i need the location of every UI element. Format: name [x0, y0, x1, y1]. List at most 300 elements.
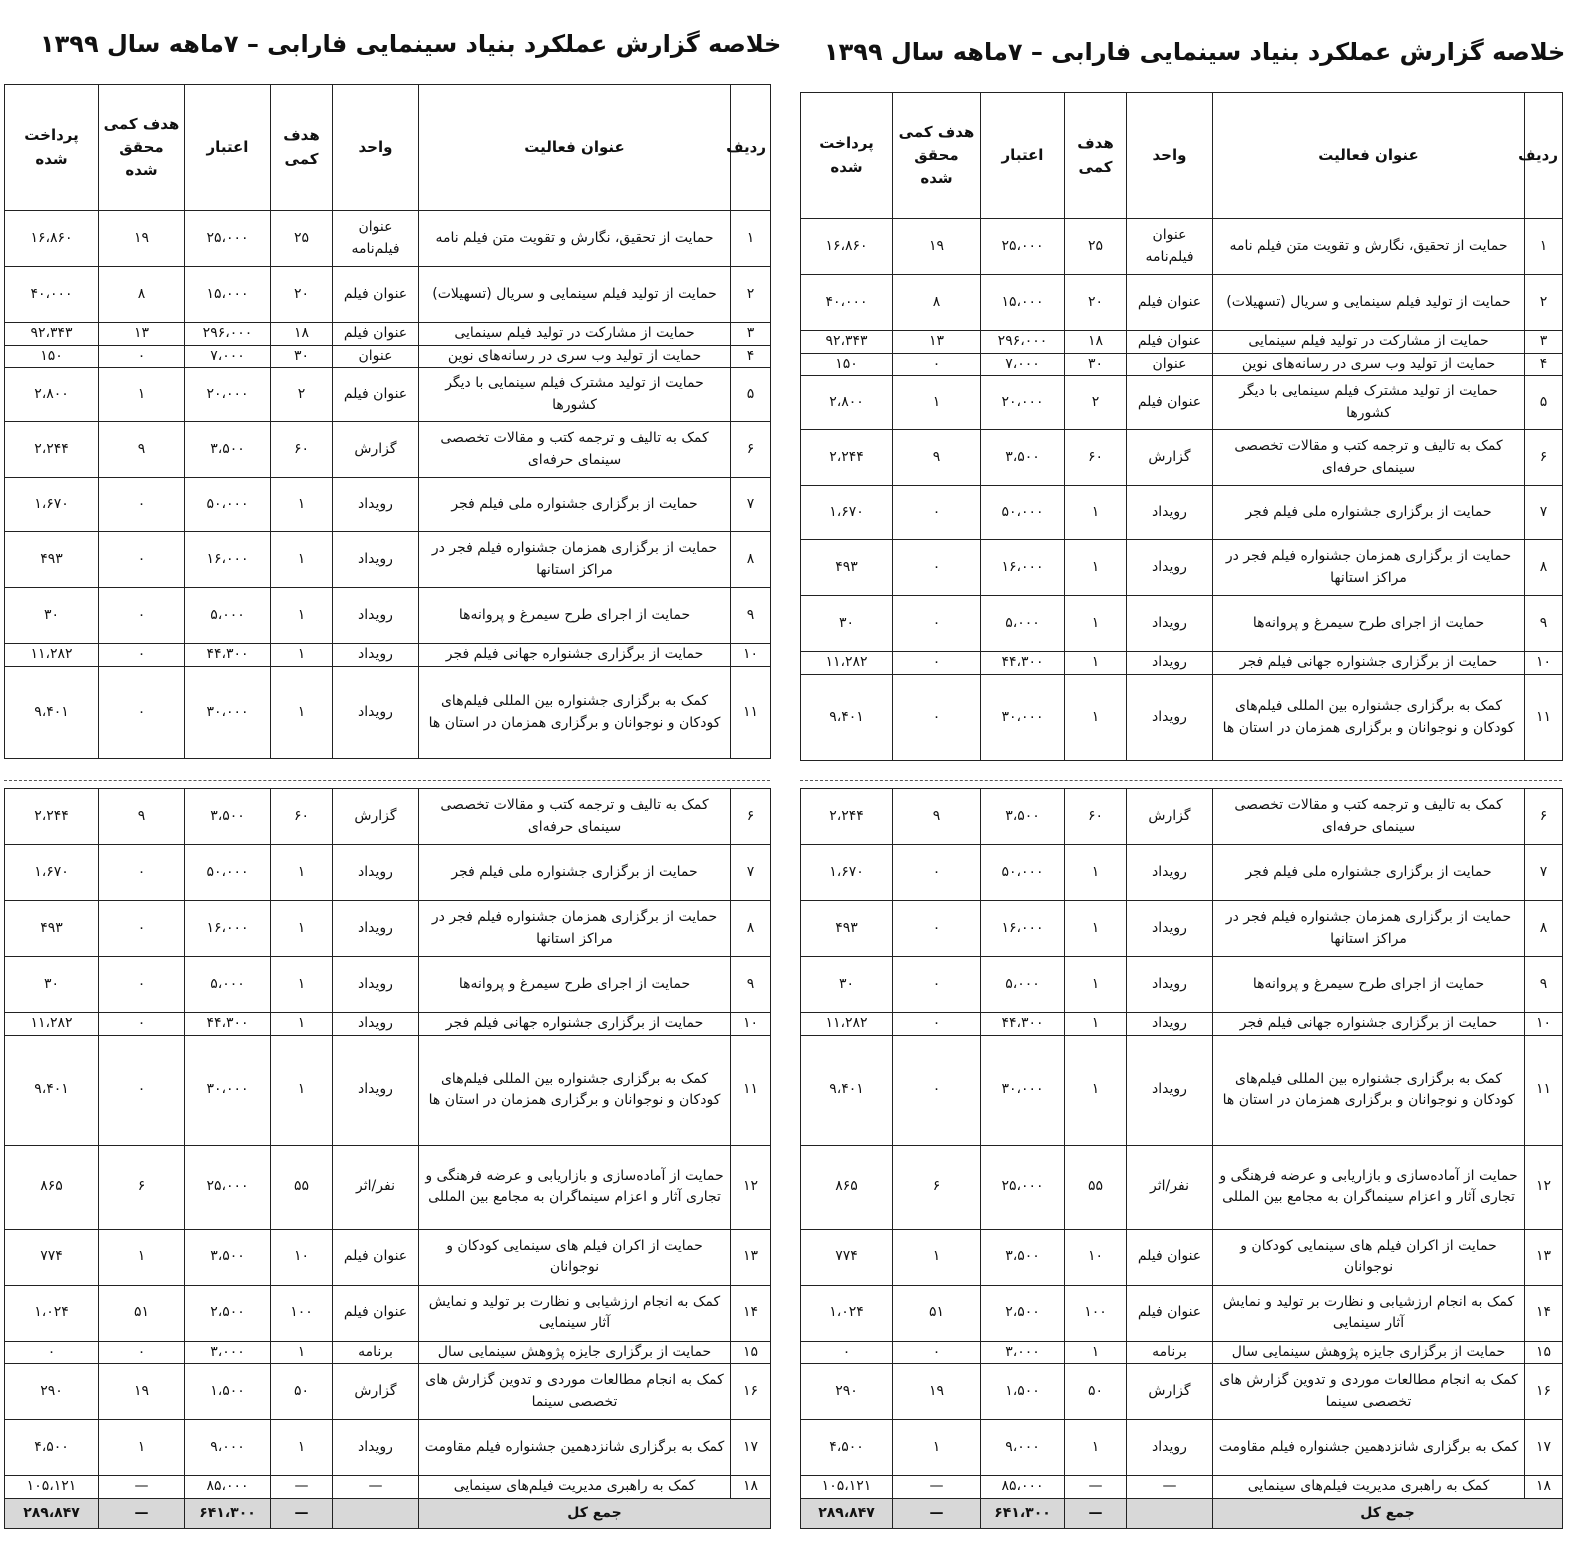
- cell-radif: ۵: [1525, 376, 1563, 430]
- table-row: [801, 486, 1563, 540]
- cell-vahed: عنوان فیلم‌نامه: [1127, 219, 1213, 275]
- cell-etebar: ۵۰،۰۰۰: [981, 486, 1065, 540]
- total-etebar: ۶۴۱،۳۰۰: [185, 1499, 271, 1529]
- total-pardakht: ۲۸۹،۸۴۷: [5, 1499, 99, 1529]
- cell-vahed: نفر/اثر: [1127, 1145, 1213, 1229]
- cell-etebar: ۲۵،۰۰۰: [185, 211, 271, 267]
- cell-hadaf: ۶۰: [1065, 789, 1127, 845]
- cell-hadaf: ۱: [1065, 1341, 1127, 1364]
- cell-vahed: گزارش: [333, 1364, 419, 1420]
- cell-radif: ۱۸: [731, 1476, 771, 1499]
- cell-onvan: حمایت از برگزاری جشنواره جهانی فیلم فجر: [419, 1013, 731, 1036]
- cell-onvan: حمایت از تولید مشترک فیلم سینمایی با دیگر کشورها: [419, 368, 731, 422]
- cell-vahed: گزارش: [1127, 430, 1213, 486]
- cell-onvan: حمایت از آماده‌سازی و بازاریابی و عرضه فرهنگی و تجاری آثار و اعزام سینماگران به مجامع بین المللی: [419, 1145, 731, 1229]
- cell-vahed: عنوان فیلم: [333, 368, 419, 422]
- table-row: [801, 331, 1563, 354]
- cell-hadaf: ۱: [1065, 652, 1127, 675]
- cell-mohaghegh: ۹: [99, 789, 185, 845]
- table-row: [801, 275, 1563, 331]
- cell-vahed: عنوان فیلم: [333, 1285, 419, 1341]
- header-mohaghegh: هدف کمی محقق شده: [893, 93, 981, 219]
- cell-pardakht: ۴۹۳: [801, 540, 893, 596]
- cell-mohaghegh: ۰: [99, 901, 185, 957]
- cell-radif: ۱۴: [1525, 1285, 1563, 1341]
- cell-pardakht: ۸۶۵: [5, 1145, 99, 1229]
- cell-pardakht: ۲،۸۰۰: [5, 368, 99, 422]
- cell-pardakht: ۴،۵۰۰: [801, 1420, 893, 1476]
- table-row: [5, 789, 771, 845]
- cell-pardakht: ۷۷۴: [801, 1229, 893, 1285]
- table-row: [5, 323, 771, 346]
- total-hadaf: —: [1065, 1499, 1127, 1529]
- cell-hadaf: ۱: [271, 1013, 333, 1036]
- cell-pardakht: ۱،۶۷۰: [801, 845, 893, 901]
- cell-radif: ۹: [1525, 957, 1563, 1013]
- table-body: [5, 211, 771, 759]
- cell-radif: ۱۶: [1525, 1364, 1563, 1420]
- cell-radif: ۸: [731, 901, 771, 957]
- cell-vahed: رویداد: [1127, 901, 1213, 957]
- cell-pardakht: ۹۲،۳۴۳: [801, 331, 893, 354]
- cell-mohaghegh: ۹: [893, 430, 981, 486]
- table-row: [5, 478, 771, 532]
- cell-mohaghegh: ۱۹: [99, 1364, 185, 1420]
- cell-radif: ۱۱: [731, 667, 771, 759]
- cell-onvan: حمایت از برگزاری جشنواره ملی فیلم فجر: [419, 845, 731, 901]
- cell-vahed: رویداد: [1127, 652, 1213, 675]
- cell-mohaghegh: ۰: [893, 845, 981, 901]
- cell-onvan: حمایت از برگزاری همزمان جشنواره فیلم فجر در مراکز استانها: [419, 901, 731, 957]
- header-onvan: عنوان فعالیت: [1213, 93, 1525, 219]
- cell-vahed: رویداد: [1127, 540, 1213, 596]
- cell-hadaf: ۵۵: [1065, 1145, 1127, 1229]
- table-row: [801, 675, 1563, 761]
- header-pardakht: پرداخت شده: [801, 93, 893, 219]
- header-mohaghegh: هدف کمی محقق شده: [99, 85, 185, 211]
- cell-vahed: —: [333, 1476, 419, 1499]
- cell-radif: ۱۰: [731, 1013, 771, 1036]
- header-radif: ردیف: [731, 85, 771, 211]
- cell-pardakht: ۱۱،۲۸۲: [5, 1013, 99, 1036]
- total-mohaghegh: —: [99, 1499, 185, 1529]
- cell-hadaf: ۲: [1065, 376, 1127, 430]
- table-row: [5, 644, 771, 667]
- total-mohaghegh: —: [893, 1499, 981, 1529]
- cell-onvan: حمایت از اجرای طرح سیمرغ و پروانه‌ها: [419, 957, 731, 1013]
- cell-radif: ۷: [1525, 486, 1563, 540]
- cell-pardakht: ۲،۸۰۰: [801, 376, 893, 430]
- cell-pardakht: ۱۰۵،۱۲۱: [5, 1476, 99, 1499]
- table-row: [5, 1341, 771, 1364]
- table-row: [5, 1229, 771, 1285]
- cell-vahed: عنوان فیلم: [1127, 376, 1213, 430]
- cell-etebar: ۲۰،۰۰۰: [185, 368, 271, 422]
- cell-etebar: ۱۵،۰۰۰: [981, 275, 1065, 331]
- cell-vahed: رویداد: [333, 845, 419, 901]
- cell-hadaf: ۵۰: [271, 1364, 333, 1420]
- total-hadaf: —: [271, 1499, 333, 1529]
- cell-pardakht: ۱۱،۲۸۲: [801, 652, 893, 675]
- cell-radif: ۶: [1525, 430, 1563, 486]
- cell-hadaf: ۶۰: [1065, 430, 1127, 486]
- cell-etebar: ۱۶،۰۰۰: [185, 532, 271, 588]
- cell-onvan: حمایت از آماده‌سازی و بازاریابی و عرضه فرهنگی و تجاری آثار و اعزام سینماگران به مجامع بین المللی: [1213, 1145, 1525, 1229]
- cell-hadaf: ۱: [1065, 1420, 1127, 1476]
- cell-etebar: ۴۴،۳۰۰: [981, 652, 1065, 675]
- cell-vahed: عنوان فیلم: [1127, 1285, 1213, 1341]
- cell-mohaghegh: ۹: [99, 422, 185, 478]
- cell-pardakht: ۷۷۴: [5, 1229, 99, 1285]
- cell-vahed: عنوان فیلم‌نامه: [333, 211, 419, 267]
- cell-etebar: ۷،۰۰۰: [981, 353, 1065, 376]
- cell-radif: ۷: [731, 845, 771, 901]
- cell-onvan: حمایت از برگزاری جایزه پژوهش سینمایی سال: [1213, 1341, 1525, 1364]
- cell-pardakht: ۴۰،۰۰۰: [801, 275, 893, 331]
- header-radif: ردیف: [1525, 93, 1563, 219]
- cell-mohaghegh: ۸: [99, 267, 185, 323]
- cell-etebar: ۲۵،۰۰۰: [981, 1145, 1065, 1229]
- cell-radif: ۲: [1525, 275, 1563, 331]
- cell-etebar: ۱۶،۰۰۰: [981, 540, 1065, 596]
- cell-etebar: ۳،۵۰۰: [185, 789, 271, 845]
- cell-pardakht: ۱،۰۲۴: [801, 1285, 893, 1341]
- table-row: [801, 1229, 1563, 1285]
- cell-etebar: ۳،۵۰۰: [981, 1229, 1065, 1285]
- cell-radif: ۴: [1525, 353, 1563, 376]
- table-row: [5, 1013, 771, 1036]
- cell-mohaghegh: —: [893, 1476, 981, 1499]
- cell-etebar: ۸۵،۰۰۰: [981, 1476, 1065, 1499]
- cell-etebar: ۵،۰۰۰: [185, 588, 271, 644]
- cell-vahed: عنوان فیلم: [333, 1229, 419, 1285]
- table-row: [801, 1035, 1563, 1145]
- table-row: [5, 588, 771, 644]
- cell-radif: ۱۱: [1525, 675, 1563, 761]
- table-row: [5, 1285, 771, 1341]
- cell-vahed: رویداد: [1127, 1420, 1213, 1476]
- table-row: [5, 532, 771, 588]
- table-body: [801, 219, 1563, 761]
- cell-vahed: عنوان فیلم: [1127, 1229, 1213, 1285]
- cell-vahed: عنوان: [333, 345, 419, 368]
- cell-hadaf: ۱: [271, 957, 333, 1013]
- cell-hadaf: ۱۰۰: [1065, 1285, 1127, 1341]
- cell-mohaghegh: ۰: [99, 1013, 185, 1036]
- cell-hadaf: ۱: [271, 845, 333, 901]
- report-table-top: [4, 84, 771, 759]
- cell-vahed: عنوان فیلم: [1127, 275, 1213, 331]
- cell-radif: ۱۸: [1525, 1476, 1563, 1499]
- cell-etebar: ۹،۰۰۰: [185, 1420, 271, 1476]
- cell-pardakht: ۴۹۳: [5, 901, 99, 957]
- cell-hadaf: ۱: [271, 901, 333, 957]
- cell-radif: ۳: [1525, 331, 1563, 354]
- total-label: جمع کل: [419, 1499, 771, 1529]
- cell-radif: ۲: [731, 267, 771, 323]
- table-row: [5, 368, 771, 422]
- cell-pardakht: ۲،۲۴۴: [5, 422, 99, 478]
- table-row: [5, 267, 771, 323]
- cell-vahed: نفر/اثر: [333, 1145, 419, 1229]
- cell-etebar: ۳،۰۰۰: [185, 1341, 271, 1364]
- cell-pardakht: ۹۲،۳۴۳: [5, 323, 99, 346]
- cell-pardakht: ۱،۰۲۴: [5, 1285, 99, 1341]
- cell-onvan: حمایت از تحقیق، نگارش و تقویت متن فیلم نامه: [1213, 219, 1525, 275]
- table-row: [801, 430, 1563, 486]
- cell-etebar: ۱۶،۰۰۰: [981, 901, 1065, 957]
- cell-mohaghegh: ۶: [893, 1145, 981, 1229]
- table-row: [801, 1364, 1563, 1420]
- cell-onvan: حمایت از اجرای طرح سیمرغ و پروانه‌ها: [419, 588, 731, 644]
- header-pardakht: پرداخت شده: [5, 85, 99, 211]
- cell-etebar: ۵،۰۰۰: [981, 957, 1065, 1013]
- cell-onvan: حمایت از برگزاری جشنواره ملی فیلم فجر: [1213, 845, 1525, 901]
- cell-radif: ۴: [731, 345, 771, 368]
- table-row: [801, 901, 1563, 957]
- table-row: [5, 1364, 771, 1420]
- cell-vahed: عنوان فیلم: [1127, 331, 1213, 354]
- cell-radif: ۱۲: [1525, 1145, 1563, 1229]
- table-row: [5, 667, 771, 759]
- cell-etebar: ۱،۵۰۰: [185, 1364, 271, 1420]
- cell-onvan: کمک به تالیف و ترجمه کتب و مقالات تخصصی سینمای حرفه‌ای: [419, 422, 731, 478]
- cell-hadaf: —: [1065, 1476, 1127, 1499]
- cell-mohaghegh: ۰: [99, 1035, 185, 1145]
- cell-hadaf: ۱: [271, 1035, 333, 1145]
- table-row: [5, 1476, 771, 1499]
- cell-mohaghegh: ۰: [893, 1013, 981, 1036]
- cell-mohaghegh: ۱۹: [893, 219, 981, 275]
- cell-onvan: کمک به برگزاری جشنواره بین المللی فیلم‌های کودکان و نوجوانان و برگزاری همزمان در استان ها: [419, 1035, 731, 1145]
- cell-hadaf: ۶۰: [271, 789, 333, 845]
- cell-pardakht: ۳۰: [5, 588, 99, 644]
- cell-onvan: حمایت از برگزاری همزمان جشنواره فیلم فجر در مراکز استانها: [1213, 901, 1525, 957]
- cell-pardakht: ۲۹۰: [801, 1364, 893, 1420]
- cell-mohaghegh: ۰: [99, 667, 185, 759]
- table-row: [801, 376, 1563, 430]
- cell-vahed: رویداد: [333, 1035, 419, 1145]
- cell-etebar: ۲۵،۰۰۰: [981, 219, 1065, 275]
- total-row: [801, 1499, 1563, 1529]
- cell-onvan: حمایت از تولید وب سری در رسانه‌های نوین: [1213, 353, 1525, 376]
- cell-vahed: رویداد: [1127, 1013, 1213, 1036]
- cell-vahed: رویداد: [333, 667, 419, 759]
- cell-pardakht: ۴۹۳: [801, 901, 893, 957]
- cell-etebar: ۳۰،۰۰۰: [981, 675, 1065, 761]
- cell-etebar: ۹،۰۰۰: [981, 1420, 1065, 1476]
- table-row: [801, 789, 1563, 845]
- cell-radif: ۸: [1525, 901, 1563, 957]
- cell-hadaf: ۱: [1065, 901, 1127, 957]
- table-row: [801, 1476, 1563, 1499]
- report-table-bottom: [4, 788, 771, 1529]
- cell-pardakht: ۱،۶۷۰: [5, 478, 99, 532]
- cell-etebar: ۴۴،۳۰۰: [185, 1013, 271, 1036]
- cell-radif: ۶: [731, 789, 771, 845]
- cell-etebar: ۷،۰۰۰: [185, 345, 271, 368]
- cell-pardakht: ۳۰: [801, 596, 893, 652]
- cell-mohaghegh: ۰: [99, 1341, 185, 1364]
- cell-onvan: حمایت از برگزاری همزمان جشنواره فیلم فجر در مراکز استانها: [419, 532, 731, 588]
- cell-pardakht: ۱۱،۲۸۲: [801, 1013, 893, 1036]
- cell-etebar: ۲،۵۰۰: [185, 1285, 271, 1341]
- cell-hadaf: ۱۸: [1065, 331, 1127, 354]
- cell-pardakht: ۱۰۵،۱۲۱: [801, 1476, 893, 1499]
- cell-pardakht: ۲،۲۴۴: [801, 789, 893, 845]
- cell-mohaghegh: —: [99, 1476, 185, 1499]
- page-break-line: [800, 780, 1562, 781]
- header-hadaf: هدف کمی: [1065, 93, 1127, 219]
- cell-mohaghegh: ۰: [893, 596, 981, 652]
- cell-vahed: —: [1127, 1476, 1213, 1499]
- table-row: [801, 1341, 1563, 1364]
- cell-hadaf: ۱: [1065, 957, 1127, 1013]
- cell-mohaghegh: ۸: [893, 275, 981, 331]
- cell-mohaghegh: ۰: [893, 486, 981, 540]
- table-row: [801, 1285, 1563, 1341]
- cell-hadaf: ۱: [271, 667, 333, 759]
- cell-radif: ۷: [731, 478, 771, 532]
- cell-etebar: ۵۰،۰۰۰: [981, 845, 1065, 901]
- cell-hadaf: ۱۰: [1065, 1229, 1127, 1285]
- cell-onvan: حمایت از مشارکت در تولید فیلم سینمایی: [1213, 331, 1525, 354]
- total-vahed: [333, 1499, 419, 1529]
- cell-mohaghegh: ۱: [99, 1420, 185, 1476]
- cell-mohaghegh: ۶: [99, 1145, 185, 1229]
- report-table-top: [800, 92, 1563, 761]
- cell-vahed: رویداد: [1127, 1035, 1213, 1145]
- cell-mohaghegh: ۰: [99, 845, 185, 901]
- cell-vahed: برنامه: [333, 1341, 419, 1364]
- cell-onvan: حمایت از تولید وب سری در رسانه‌های نوین: [419, 345, 731, 368]
- table-row: [5, 901, 771, 957]
- cell-vahed: رویداد: [333, 644, 419, 667]
- cell-onvan: کمک به انجام ارزشیابی و نظارت بر تولید و نمایش آثار سینمایی: [419, 1285, 731, 1341]
- cell-hadaf: ۱: [1065, 1035, 1127, 1145]
- table-row: [5, 845, 771, 901]
- cell-mohaghegh: ۱: [99, 1229, 185, 1285]
- cell-mohaghegh: ۰: [99, 532, 185, 588]
- cell-radif: ۱: [1525, 219, 1563, 275]
- table-row: [5, 957, 771, 1013]
- cell-radif: ۱۱: [731, 1035, 771, 1145]
- cell-hadaf: ۳۰: [1065, 353, 1127, 376]
- cell-etebar: ۲۹۶،۰۰۰: [185, 323, 271, 346]
- cell-pardakht: ۰: [801, 1341, 893, 1364]
- cell-onvan: کمک به برگزاری جشنواره بین المللی فیلم‌های کودکان و نوجوانان و برگزاری همزمان در استان ها: [1213, 675, 1525, 761]
- cell-vahed: رویداد: [333, 478, 419, 532]
- cell-mohaghegh: ۰: [99, 588, 185, 644]
- cell-onvan: کمک به تالیف و ترجمه کتب و مقالات تخصصی سینمای حرفه‌ای: [419, 789, 731, 845]
- cell-onvan: کمک به راهبری مدیریت فیلم‌های سینمایی: [419, 1476, 731, 1499]
- cell-onvan: حمایت از تولید مشترک فیلم سینمایی با دیگر کشورها: [1213, 376, 1525, 430]
- cell-onvan: کمک به تالیف و ترجمه کتب و مقالات تخصصی سینمای حرفه‌ای: [1213, 789, 1525, 845]
- cell-hadaf: ۱: [1065, 675, 1127, 761]
- cell-etebar: ۵۰،۰۰۰: [185, 478, 271, 532]
- cell-etebar: ۸۵،۰۰۰: [185, 1476, 271, 1499]
- table-row: [801, 1013, 1563, 1036]
- report-title: خلاصه گزارش عملکرد بنیاد سینمایی فارابی – ۷ماهه سال ۱۳۹۹: [40, 30, 782, 58]
- cell-mohaghegh: ۰: [99, 345, 185, 368]
- cell-pardakht: ۱،۶۷۰: [5, 845, 99, 901]
- cell-radif: ۱۳: [1525, 1229, 1563, 1285]
- cell-radif: ۶: [1525, 789, 1563, 845]
- cell-onvan: حمایت از تحقیق، نگارش و تقویت متن فیلم نامه: [419, 211, 731, 267]
- cell-hadaf: ۲: [271, 368, 333, 422]
- total-label: جمع کل: [1213, 1499, 1563, 1529]
- report-title: خلاصه گزارش عملکرد بنیاد سینمایی فارابی – ۷ماهه سال ۱۳۹۹: [824, 38, 1566, 66]
- cell-hadaf: ۶۰: [271, 422, 333, 478]
- cell-radif: ۹: [731, 588, 771, 644]
- cell-pardakht: ۱۶،۸۶۰: [5, 211, 99, 267]
- cell-radif: ۷: [1525, 845, 1563, 901]
- cell-pardakht: ۴۰،۰۰۰: [5, 267, 99, 323]
- cell-mohaghegh: ۰: [893, 675, 981, 761]
- cell-vahed: برنامه: [1127, 1341, 1213, 1364]
- cell-radif: ۱۰: [1525, 652, 1563, 675]
- cell-pardakht: ۴،۵۰۰: [5, 1420, 99, 1476]
- cell-etebar: ۱۶،۰۰۰: [185, 901, 271, 957]
- cell-etebar: ۳،۰۰۰: [981, 1341, 1065, 1364]
- total-etebar: ۶۴۱،۳۰۰: [981, 1499, 1065, 1529]
- cell-onvan: حمایت از اکران فیلم های سینمایی کودکان و نوجوانان: [419, 1229, 731, 1285]
- cell-onvan: حمایت از برگزاری جایزه پژوهش سینمایی سال: [419, 1341, 731, 1364]
- cell-onvan: کمک به انجام ارزشیابی و نظارت بر تولید و نمایش آثار سینمایی: [1213, 1285, 1525, 1341]
- cell-pardakht: ۱،۶۷۰: [801, 486, 893, 540]
- table-row: [801, 652, 1563, 675]
- cell-mohaghegh: ۰: [893, 1035, 981, 1145]
- cell-pardakht: ۹،۴۰۱: [801, 675, 893, 761]
- cell-pardakht: ۱۱،۲۸۲: [5, 644, 99, 667]
- cell-hadaf: ۱: [1065, 1013, 1127, 1036]
- cell-hadaf: —: [271, 1476, 333, 1499]
- cell-hadaf: ۱۸: [271, 323, 333, 346]
- cell-pardakht: ۴۹۳: [5, 532, 99, 588]
- table-row: [801, 845, 1563, 901]
- cell-hadaf: ۱: [271, 588, 333, 644]
- cell-onvan: حمایت از اکران فیلم های سینمایی کودکان و نوجوانان: [1213, 1229, 1525, 1285]
- cell-etebar: ۱۵،۰۰۰: [185, 267, 271, 323]
- cell-etebar: ۳،۵۰۰: [981, 789, 1065, 845]
- cell-onvan: کمک به برگزاری شانزدهمین جشنواره فیلم مقاومت: [419, 1420, 731, 1476]
- report-table-bottom: [800, 788, 1563, 1529]
- cell-etebar: ۲۰،۰۰۰: [981, 376, 1065, 430]
- cell-onvan: حمایت از تولید فیلم سینمایی و سریال (تسهیلات): [419, 267, 731, 323]
- cell-vahed: گزارش: [1127, 789, 1213, 845]
- cell-radif: ۸: [1525, 540, 1563, 596]
- cell-mohaghegh: ۱: [893, 1229, 981, 1285]
- cell-vahed: رویداد: [333, 532, 419, 588]
- cell-vahed: رویداد: [1127, 675, 1213, 761]
- cell-vahed: رویداد: [1127, 957, 1213, 1013]
- cell-radif: ۱۲: [731, 1145, 771, 1229]
- cell-vahed: عنوان فیلم: [333, 323, 419, 346]
- cell-hadaf: ۳۰: [271, 345, 333, 368]
- cell-etebar: ۵،۰۰۰: [981, 596, 1065, 652]
- cell-pardakht: ۰: [5, 1341, 99, 1364]
- cell-radif: ۱۵: [1525, 1341, 1563, 1364]
- cell-hadaf: ۱: [271, 644, 333, 667]
- cell-radif: ۳: [731, 323, 771, 346]
- cell-mohaghegh: ۱۹: [893, 1364, 981, 1420]
- cell-vahed: رویداد: [333, 957, 419, 1013]
- header-hadaf: هدف کمی: [271, 85, 333, 211]
- cell-mohaghegh: ۱۹: [99, 211, 185, 267]
- header-vahed: واحد: [1127, 93, 1213, 219]
- table-row: [5, 1420, 771, 1476]
- cell-hadaf: ۱: [271, 532, 333, 588]
